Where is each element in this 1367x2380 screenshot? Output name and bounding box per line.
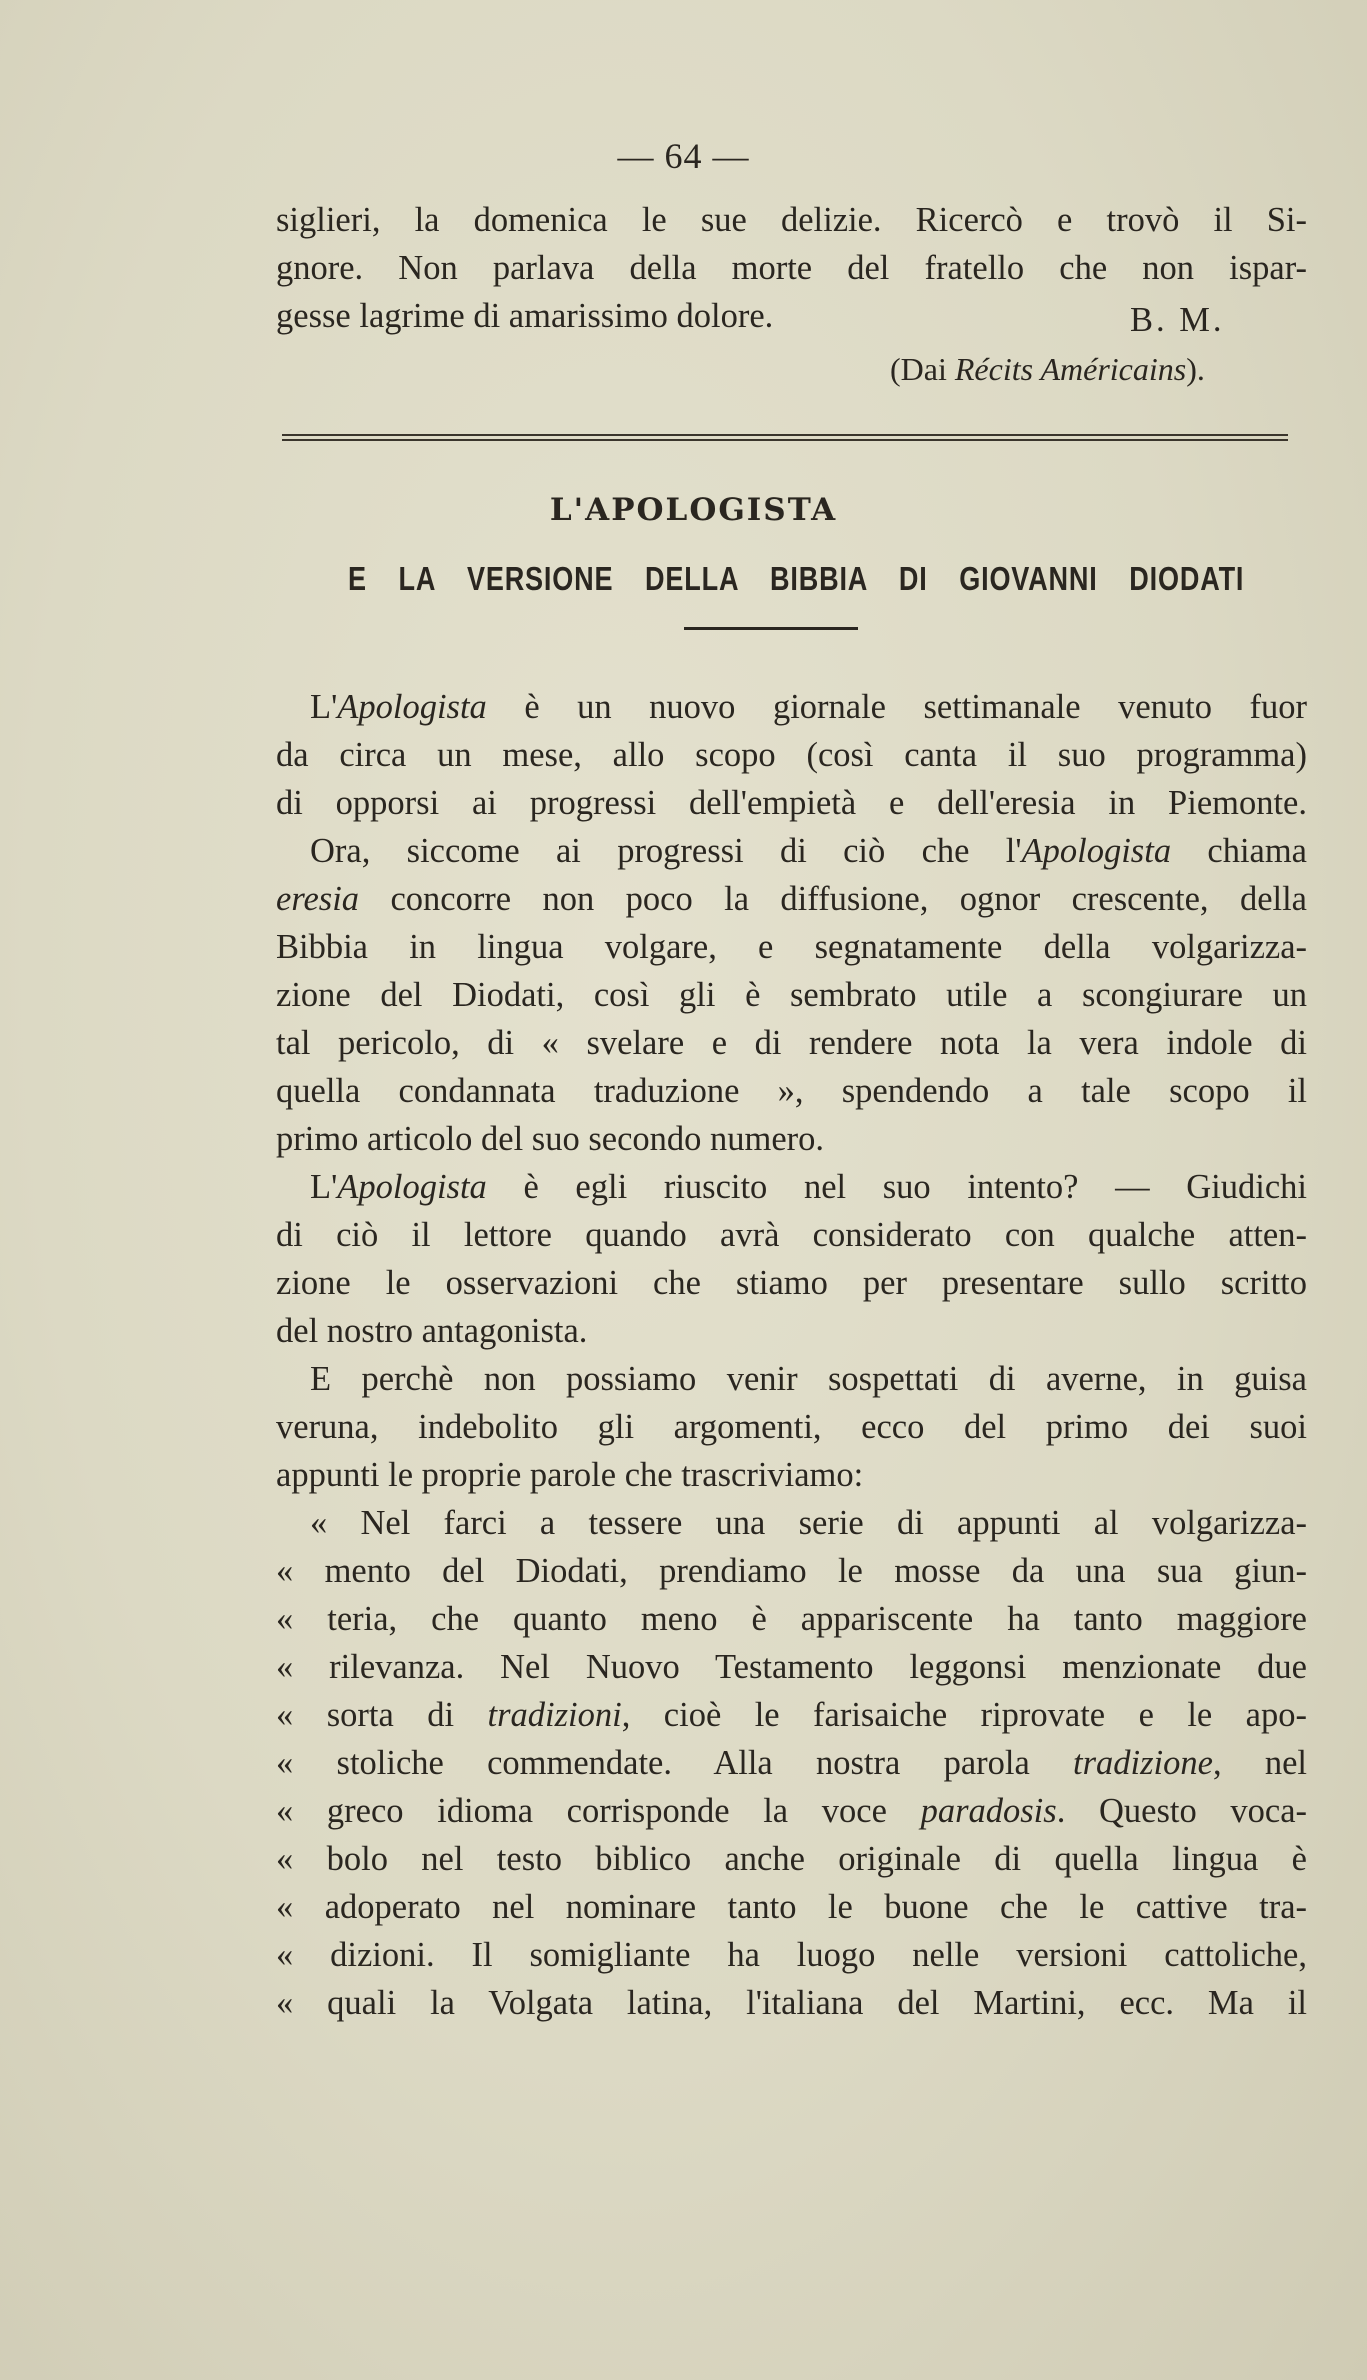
quotation-line: « dizioni. Il somigliante ha luogo nelle versioni cattoliche, — [276, 1936, 1307, 1974]
italic-term: tradizione — [1073, 1744, 1213, 1782]
article-subtitle — [348, 560, 1245, 598]
paragraph-2-line: zione del Diodati, così gli è sembrato utile a scongiurare un — [276, 976, 1307, 1014]
quotation-line: « Nel farci a tessere una serie di appunti al volgarizza- — [310, 1504, 1307, 1542]
paragraph-4-line: veruna, indebolito gli argomenti, ecco del primo dei suoi — [276, 1408, 1307, 1446]
source-close: ). — [1186, 351, 1205, 387]
source-title: Récits Américains — [954, 351, 1187, 387]
text-fragment: , cioè le farisaiche riprovate e le apo- — [621, 1696, 1307, 1734]
quotation-line: « bolo nel testo biblico anche originale di quella lingua è — [276, 1840, 1307, 1878]
italic-term: Apologista — [337, 1168, 487, 1206]
paragraph-3-line: del nostro antagonista. — [276, 1312, 588, 1350]
quotation-line: « mento del Diodati, prendiamo le mosse da una sua giun- — [276, 1552, 1307, 1590]
text-fragment: L' — [310, 1168, 338, 1206]
paragraph-2-line: quella condannata traduzione », spendendo a tale scopo il — [276, 1072, 1307, 1110]
text-fragment: « stoliche commendate. Alla nostra parola — [276, 1744, 1074, 1782]
text-fragment: « sorta di — [276, 1696, 488, 1734]
text-fragment: è un nuovo giornale settimanale venuto fuor — [486, 688, 1307, 726]
text-fragment: , nel — [1212, 1744, 1307, 1782]
text-fragment: « greco idioma corrisponde la voce — [276, 1792, 921, 1830]
page-number: — 64 — — [617, 136, 750, 176]
text-fragment: L' — [310, 688, 338, 726]
source-open: (Dai — [890, 351, 955, 387]
italic-term: eresia — [276, 880, 360, 918]
section-divider — [282, 434, 1288, 441]
text-fragment: . Questo voca- — [1056, 1792, 1307, 1830]
text-line: gnore. Non parlava della morte del fratello che non ispar- — [276, 249, 1307, 287]
quotation-line: « rilevanza. Nel Nuovo Testamento leggonsi menzionate due — [276, 1648, 1307, 1686]
quotation-line: « adoperato nel nominare tanto le buone che le cattive tra- — [276, 1888, 1307, 1926]
paragraph-2-line — [276, 827, 1307, 875]
paragraph-1-line: di opporsi ai progressi dell'empietà e dell'eresia in Piemonte. — [276, 784, 1307, 822]
paragraph-2-line: primo articolo del suo secondo numero. — [276, 1120, 825, 1158]
paragraph-3-line — [276, 1163, 1307, 1211]
quotation-line: « quali la Volgata latina, l'italiana del Martini, ecc. Ma il — [276, 1984, 1307, 2022]
source-citation — [890, 351, 1205, 388]
paragraph-3-line: zione le osservazioni che stiamo per presentare sullo scritto — [276, 1264, 1307, 1302]
text-fragment: è egli riuscito nel suo intento? — Giudichi — [486, 1168, 1307, 1206]
text-line: siglieri, la domenica le sue delizie. Ricercò e trovò il Si- — [276, 201, 1307, 239]
quotation-line — [276, 1739, 1307, 1787]
title-underline — [684, 627, 858, 630]
paragraph-2-line: Bibbia in lingua volgare, e segnatamente della volgarizza- — [276, 928, 1307, 966]
article-subtitle-text: E LA VERSIONE DELLA BIBBIA DI GIOVANNI DIODATI — [348, 560, 1245, 597]
quotation-line — [276, 1691, 1307, 1739]
article-body — [276, 683, 1307, 2027]
article-title: L'APOLOGISTA — [549, 492, 838, 528]
paragraph-1-line — [276, 683, 1307, 731]
italic-term: paradosis — [920, 1792, 1057, 1830]
text-fragment: Ora, siccome ai progressi di ciò che l' — [310, 832, 1022, 870]
paragraph-2-line: tal pericolo, di « svelare e di rendere nota la vera indole di — [276, 1024, 1307, 1062]
paragraph-4-line: E perchè non possiamo venir sospettati di averne, in guisa — [310, 1360, 1307, 1398]
paragraph-1-line: da circa un mese, allo scopo (così canta il suo programma) — [276, 736, 1307, 774]
quotation-line — [276, 1787, 1307, 1835]
text-fragment: chiama — [1171, 832, 1307, 870]
paragraph-2-line — [276, 875, 1307, 923]
paragraph-4-line: appunti le proprie parole che trascriviamo: — [276, 1456, 864, 1494]
italic-term: tradizioni — [487, 1696, 622, 1734]
italic-term: Apologista — [337, 688, 487, 726]
italic-term: Apologista — [1021, 832, 1172, 870]
text-fragment: concorre non poco la diffusione, ognor crescente, della — [359, 880, 1307, 918]
quotation-line: « teria, che quanto meno è appariscente ha tanto maggiore — [276, 1600, 1307, 1638]
paragraph-3-line: di ciò il lettore quando avrà considerato con qualche atten- — [276, 1216, 1307, 1254]
author-signature: B. M. — [1130, 301, 1225, 339]
text-line: gesse lagrime di amarissimo dolore. — [276, 297, 774, 335]
